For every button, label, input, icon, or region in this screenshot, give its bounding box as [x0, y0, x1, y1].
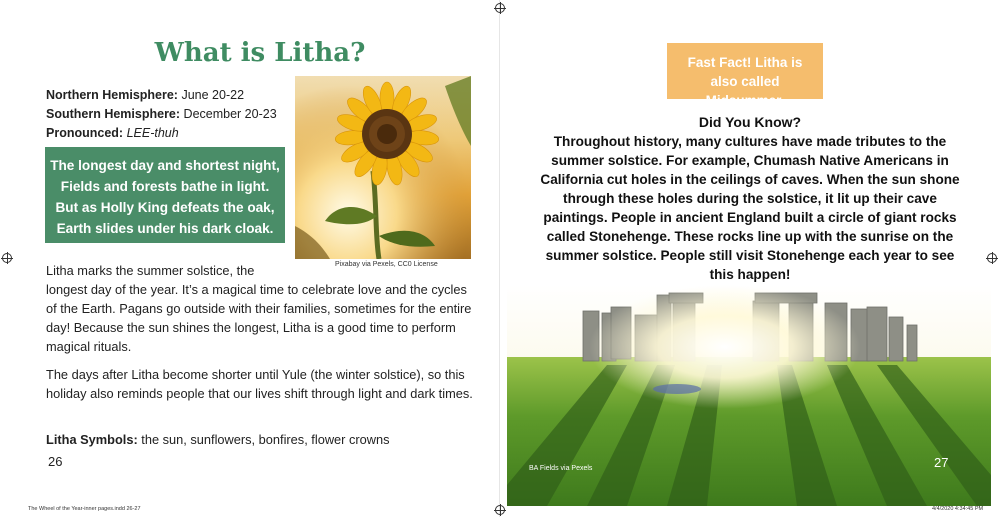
stonehenge-photo: [507, 285, 991, 506]
poem-box: [45, 147, 285, 243]
southern-value: December 20-23: [183, 107, 277, 121]
stonehenge-illustration: [507, 285, 991, 506]
sunflower-photo-caption: Pixabay via Pexels, CC0 License: [335, 261, 438, 268]
sunflower-illustration: [295, 76, 471, 259]
did-you-know-title: Did You Know?: [698, 114, 802, 130]
print-slug-right: 4/4/2020 4:34:45 PM: [932, 506, 984, 512]
southern-hemisphere-line: [46, 105, 277, 124]
registration-mark-icon: [495, 505, 505, 515]
fast-fact-box: Fast Fact! Litha is also called Midsummer.: [667, 43, 823, 99]
page-title: What is Litha?: [154, 38, 366, 68]
paragraph-1-start: Litha marks the summer solstice, the: [46, 263, 255, 278]
registration-mark-icon: [2, 253, 12, 263]
holiday-info: [46, 86, 277, 143]
did-you-know-text: Throughout history, many cultures have made tributes to the summer solstice. For example, Chumash Native Americans in California cut holes in the ceilings of caves. When the sun shone through these holes during the solstice, it lit up their cave paintings. People in ancient England built a circle of giant rocks called Stonehenge. These rocks line up with the sunrise on the summer solstice. People still visit Stonehenge each year to see this happen!: [540, 134, 960, 282]
northern-label: Northern Hemisphere:: [46, 88, 178, 102]
page-number-left: 26: [48, 454, 63, 469]
poem-line: Earth slides under his dark cloak.: [56, 221, 274, 236]
northern-value: June 20-22: [181, 88, 245, 102]
page-number-right: 27: [934, 455, 949, 470]
stonehenge-photo-caption: BA Fields via Pexels: [529, 465, 593, 472]
litha-symbols: [46, 432, 390, 447]
symbols-label: Litha Symbols:: [46, 432, 138, 447]
pronunciation-value: LEE-thuh: [126, 126, 179, 140]
pronunciation-line: [46, 124, 277, 143]
poem-line: The longest day and shortest night,: [50, 158, 280, 173]
pronunciation-label: Pronounced:: [46, 126, 124, 140]
paragraph-2: The days after Litha become shorter until Yule (the winter solstice), so this holiday also reminds people that our lives shift through light and dark times.: [46, 367, 473, 401]
registration-mark-icon: [495, 3, 505, 13]
symbols-value: the sun, sunflowers, bonfires, flower crowns: [141, 432, 390, 447]
poem-line: But as Holly King defeats the oak,: [55, 200, 275, 215]
print-slug-left: The Wheel of the Year-inner pages.indd 26-27: [28, 506, 141, 512]
registration-mark-icon: [987, 253, 997, 263]
paragraph-1: longest day of the year. It’s a magical time to celebrate love and the cycles of the Earth. Pagans go outside with their families, sometimes for the entire day! Because the sun shines the longest, Litha is a good time to perform magical rituals.: [46, 282, 472, 354]
southern-label: Southern Hemisphere:: [46, 107, 181, 121]
sunflower-photo: [295, 76, 471, 259]
northern-hemisphere-line: [46, 86, 277, 105]
poem-line: Fields and forests bathe in light.: [60, 179, 270, 194]
